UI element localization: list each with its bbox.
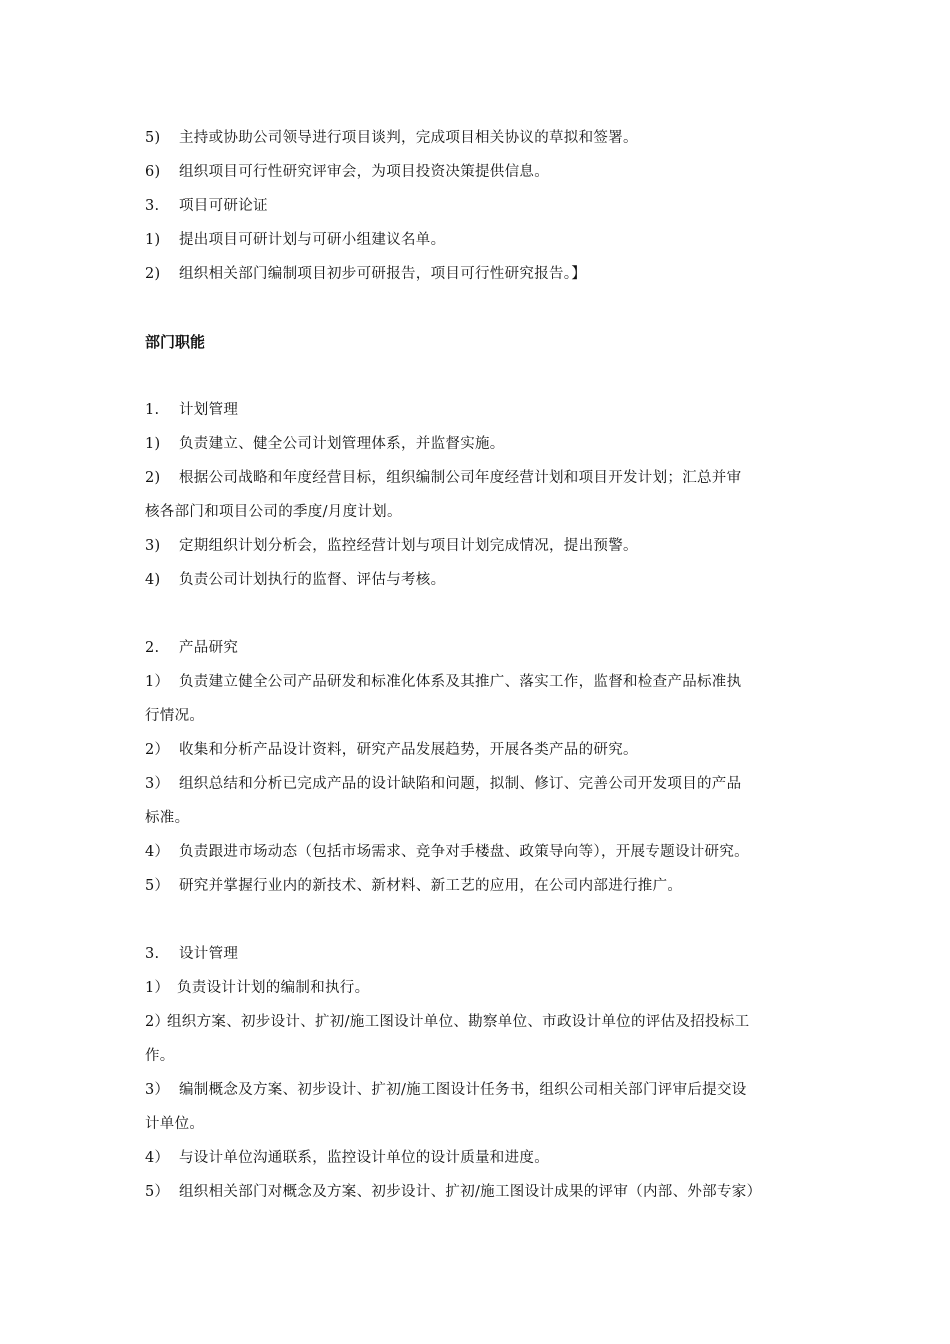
item-number: 3） [145,1082,170,1098]
section-title-text: 产品研究 [179,640,239,656]
section-title [145,393,813,427]
item-number: 5） [145,1184,170,1200]
list-item [145,971,813,1005]
list-item [145,767,813,801]
item-number: 3) [145,538,161,554]
item-number: 2） [145,742,170,758]
list-item [145,733,813,767]
item-number: 2） [145,1014,170,1030]
item-text: 组织方案、初步设计、扩初/施工图设计单位、勘察单位、市政设计单位的评估及招投标工 [167,1014,750,1030]
list-item [145,461,813,495]
item-text: 与设计单位沟通联系，监控设计单位的设计质量和进度。 [179,1150,549,1166]
list-item [145,529,813,563]
section-title-text: 计划管理 [179,402,239,418]
item-number: 4） [145,1150,170,1166]
item-text: 组织总结和分析已完成产品的设计缺陷和问题，拟制、修订、完善公司开发项目的产品 [179,776,742,792]
item-number: 3. [145,198,160,214]
list-item [145,189,813,223]
item-number: 2) [145,266,161,282]
item-text: 组织相关部门对概念及方案、初步设计、扩初/施工图设计成果的评审（内部、外部专家） [179,1184,762,1200]
section-title [145,937,813,971]
list-item-continuation: 标准。 [145,810,190,826]
item-text: 负责跟进市场动态（包括市场需求、竞争对手楼盘、政策导向等），开展专题设计研究。 [179,844,749,860]
list-item [145,665,813,699]
item-text: 定期组织计划分析会，监控经营计划与项目计划完成情况，提出预警。 [179,538,638,554]
list-item [145,1141,813,1175]
spacer [145,359,813,393]
item-text: 研究并掌握行业内的新技术、新材料、新工艺的应用，在公司内部进行推广。 [179,878,683,894]
item-text: 负责建立、健全公司计划管理体系，并监督实施。 [179,436,505,452]
item-number: 1) [145,436,161,452]
list-item [145,1175,813,1209]
spacer [145,291,813,325]
item-text: 负责公司计划执行的监督、评估与考核。 [179,572,446,588]
section-title [145,631,813,665]
item-text: 负责建立健全公司产品研发和标准化体系及其推广、落实工作，监督和检查产品标准执 [179,674,742,690]
item-number: 4) [145,572,161,588]
item-number: 5) [145,130,161,146]
item-text: 项目可研论证 [179,198,268,214]
item-number: 6) [145,164,161,180]
item-text: 提出项目可研计划与可研小组建议名单。 [179,232,446,248]
item-text: 收集和分析产品设计资料，研究产品发展趋势，开展各类产品的研究。 [179,742,638,758]
list-item-continuation: 核各部门和项目公司的季度/月度计划。 [145,504,402,520]
spacer [145,597,813,631]
section-number: 3. [145,946,160,962]
list-item-continuation: 行情况。 [145,708,205,724]
item-text: 主持或协助公司领导进行项目谈判，完成项目相关协议的草拟和签署。 [179,130,638,146]
list-item [145,563,813,597]
item-text: 负责设计计划的编制和执行。 [177,980,370,996]
item-number: 1) [145,232,161,248]
item-text: 组织相关部门编制项目初步可研报告，项目可行性研究报告。】 [179,266,587,282]
item-number: 2) [145,470,161,486]
list-item [145,427,813,461]
list-item [145,835,813,869]
item-text: 组织项目可行性研究评审会，为项目投资决策提供信息。 [179,164,549,180]
item-number: 1） [145,674,170,690]
spacer [145,903,813,937]
list-item [145,257,813,291]
list-item [145,1073,813,1107]
list-item-continuation: 作。 [145,1048,175,1064]
section-number: 2. [145,640,160,656]
document-body [145,121,813,1209]
item-number: 4） [145,844,170,860]
list-item [145,155,813,189]
item-number: 3） [145,776,170,792]
section-title-text: 设计管理 [179,946,239,962]
list-item [145,1005,813,1039]
item-number: 5） [145,878,170,894]
list-item [145,121,813,155]
list-item [145,869,813,903]
list-item [145,223,813,257]
item-number: 1） [145,980,170,996]
item-text: 根据公司战略和年度经营目标，组织编制公司年度经营计划和项目开发计划；汇总并审 [179,470,742,486]
section-heading: 部门职能 [145,333,206,351]
section-number: 1. [145,402,160,418]
item-text: 编制概念及方案、初步设计、扩初/施工图设计任务书，组织公司相关部门评审后提交设 [179,1082,747,1098]
list-item-continuation: 计单位。 [145,1116,205,1132]
